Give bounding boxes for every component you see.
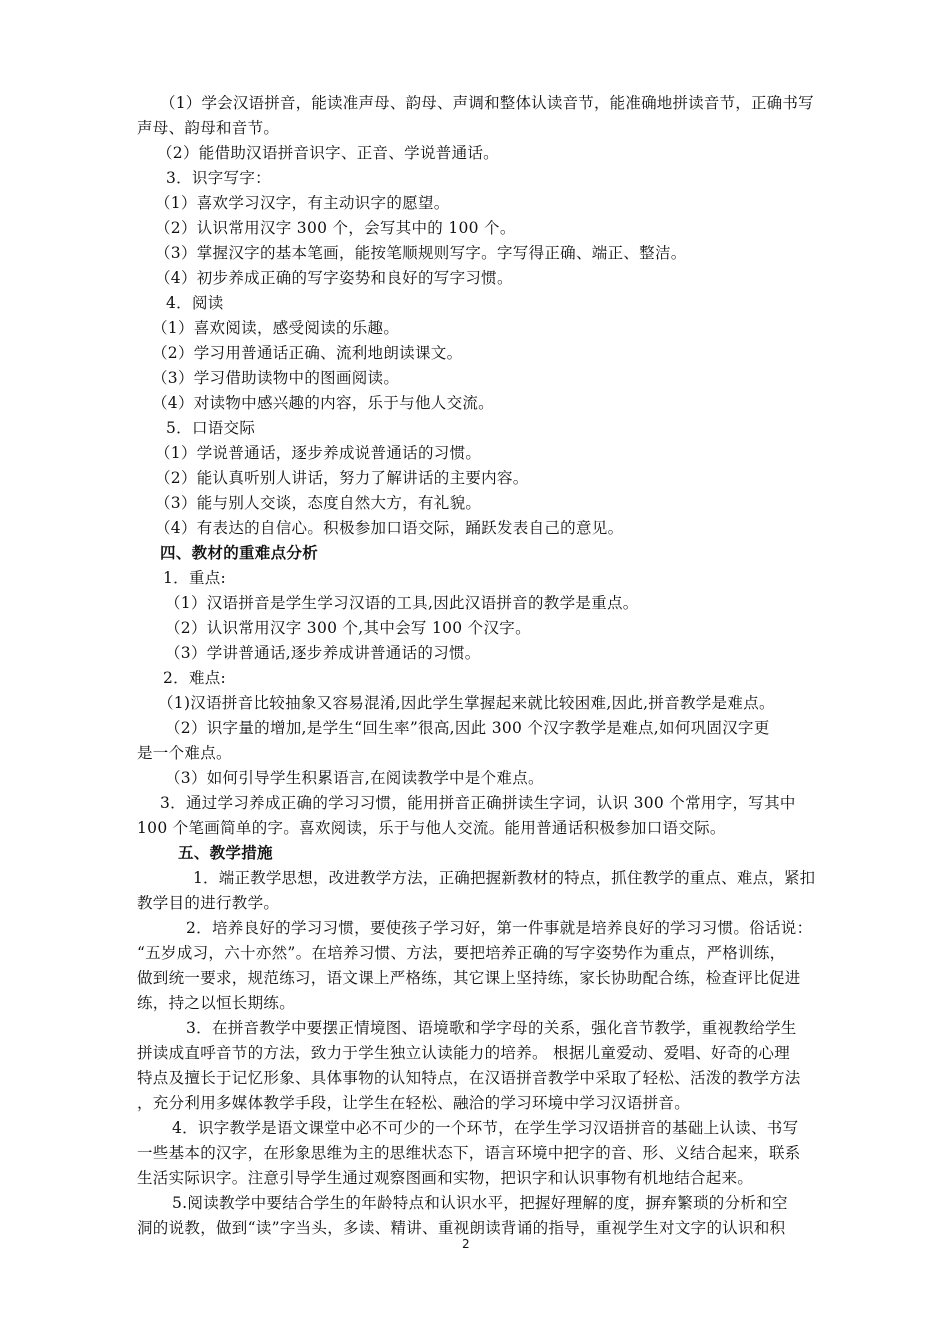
text-line: “五岁成习，六十亦然”。在培养习惯、方法，要把培养正确的写字姿势作为重点，严格训练， <box>137 944 786 962</box>
text-line: 4．识字教学是语文课堂中必不可少的一个环节，在学生学习汉语拼音的基础上认读、书写 <box>172 1119 799 1137</box>
text-line: （3）学习借助读物中的图画阅读。 <box>152 369 400 387</box>
page-number: 2 <box>462 1237 470 1251</box>
text-line: 是一个难点。 <box>137 744 232 762</box>
text-line: （1）学说普通话，逐步养成说普通话的习惯。 <box>155 444 482 462</box>
subsection-heading: 3．识字写字： <box>166 169 271 187</box>
text-line: 洞的说教，做到“读”字当头，多读、精讲、重视朗读背诵的指导，重视学生对文字的认识和积 <box>137 1219 786 1237</box>
text-line: （2）认识常用汉字 300 个，会写其中的 100 个。 <box>155 219 516 237</box>
text-line: （1）喜欢阅读，感受阅读的乐趣。 <box>152 319 400 337</box>
text-line: （2）识字量的增加,是学生“回生率”很高,因此 300 个汉字教学是难点,如何巩固汉字更 <box>165 719 770 737</box>
text-line: 3．通过学习养成正确的学习习惯，能用拼音正确拼读生字词，认识 300 个常用字，写其中 <box>160 794 796 812</box>
text-line: （1）学会汉语拼音，能读准声母、韵母、声调和整体认读音节，能准确地拼读音节，正确书写 <box>160 94 814 112</box>
text-line: （2）学习用普通话正确、流利地朗读课文。 <box>152 344 463 362</box>
section-heading: 五、教学措施 <box>178 844 273 862</box>
text-line: ，充分利用多媒体教学手段，让学生在轻松、融洽的学习环境中学习汉语拼音。 <box>137 1094 691 1112</box>
text-line: （4）初步养成正确的写字姿势和良好的写字习惯。 <box>155 269 513 287</box>
text-line: 一些基本的汉字，在形象思维为主的思维状态下，语言环境中把字的音、形、义结合起来，联系 <box>137 1144 801 1162</box>
text-line: （1)汉语拼音比较抽象又容易混淆,因此学生掌握起来就比较困难,因此,拼音教学是难点。 <box>158 694 775 712</box>
text-line: 2．培养良好的学习习惯，要使孩子学习好，第一件事就是培养良好的学习习惯。俗话说： <box>186 919 813 937</box>
section-heading: 四、教材的重难点分析 <box>160 544 319 562</box>
text-line: （2）认识常用汉字 300 个,其中会写 100 个汉字。 <box>165 619 531 637</box>
text-line: 拼读成直呼音节的方法，致力于学生独立认读能力的培养。 根据儿童爱动、爱唱、好奇的心理 <box>137 1044 791 1062</box>
text-line: 声母、韵母和音节。 <box>137 119 280 137</box>
text-line: （3）掌握汉字的基本笔画，能按笔顺规则写字。字写得正确、端正、整洁。 <box>155 244 687 262</box>
text-line: （4）有表达的自信心。积极参加口语交际，踊跃发表自己的意见。 <box>155 519 624 537</box>
subsection-heading: 4．阅读 <box>166 294 224 312</box>
text-line: （1）喜欢学习汉字，有主动识字的愿望。 <box>155 194 450 212</box>
text-line: （3）学讲普通话,逐步养成讲普通话的习惯。 <box>165 644 481 662</box>
text-line: 100 个笔画简单的字。喜欢阅读，乐于与他人交流。能用普通话积极参加口语交际。 <box>137 819 726 837</box>
subsection-heading: 2．难点: <box>163 669 227 687</box>
text-line: 教学目的进行教学。 <box>137 894 280 912</box>
text-line: 生活实际识字。注意引导学生通过观察图画和实物，把识字和认识事物有机地结合起来。 <box>137 1169 754 1187</box>
text-line: 练，持之以恒长期练。 <box>137 994 296 1012</box>
text-line: 特点及擅长于记忆形象、具体事物的认知特点，在汉语拼音教学中采取了轻松、活泼的教学方法 <box>137 1069 801 1087</box>
text-line: 3．在拼音教学中要摆正情境图、语境歌和学字母的关系，强化音节教学，重视教给学生 <box>186 1019 797 1037</box>
text-line: （1）汉语拼音是学生学习汉语的工具,因此汉语拼音的教学是重点。 <box>165 594 639 612</box>
text-line: 5.阅读教学中要结合学生的年龄特点和认识水平，把握好理解的度，摒弃繁琐的分析和空 <box>172 1194 788 1212</box>
text-line: 做到统一要求，规范练习，语文课上严格练，其它课上坚持练，家长协助配合练，检查评比促进 <box>137 969 801 987</box>
subsection-heading: 1．重点: <box>163 569 227 587</box>
text-line: （2）能认真听别人讲话，努力了解讲话的主要内容。 <box>155 469 529 487</box>
text-line: （3）如何引导学生积累语言,在阅读教学中是个难点。 <box>165 769 544 787</box>
text-line: （4）对读物中感兴趣的内容，乐于与他人交流。 <box>152 394 494 412</box>
text-line: （2）能借助汉语拼音识字、正音、学说普通话。 <box>157 144 499 162</box>
subsection-heading: 5．口语交际 <box>166 419 256 437</box>
text-line: 1．端正教学思想，改进教学方法，正确把握新教材的特点，抓住教学的重点、难点，紧扣 <box>193 869 816 887</box>
text-line: （3）能与别人交谈，态度自然大方，有礼貌。 <box>155 494 482 512</box>
